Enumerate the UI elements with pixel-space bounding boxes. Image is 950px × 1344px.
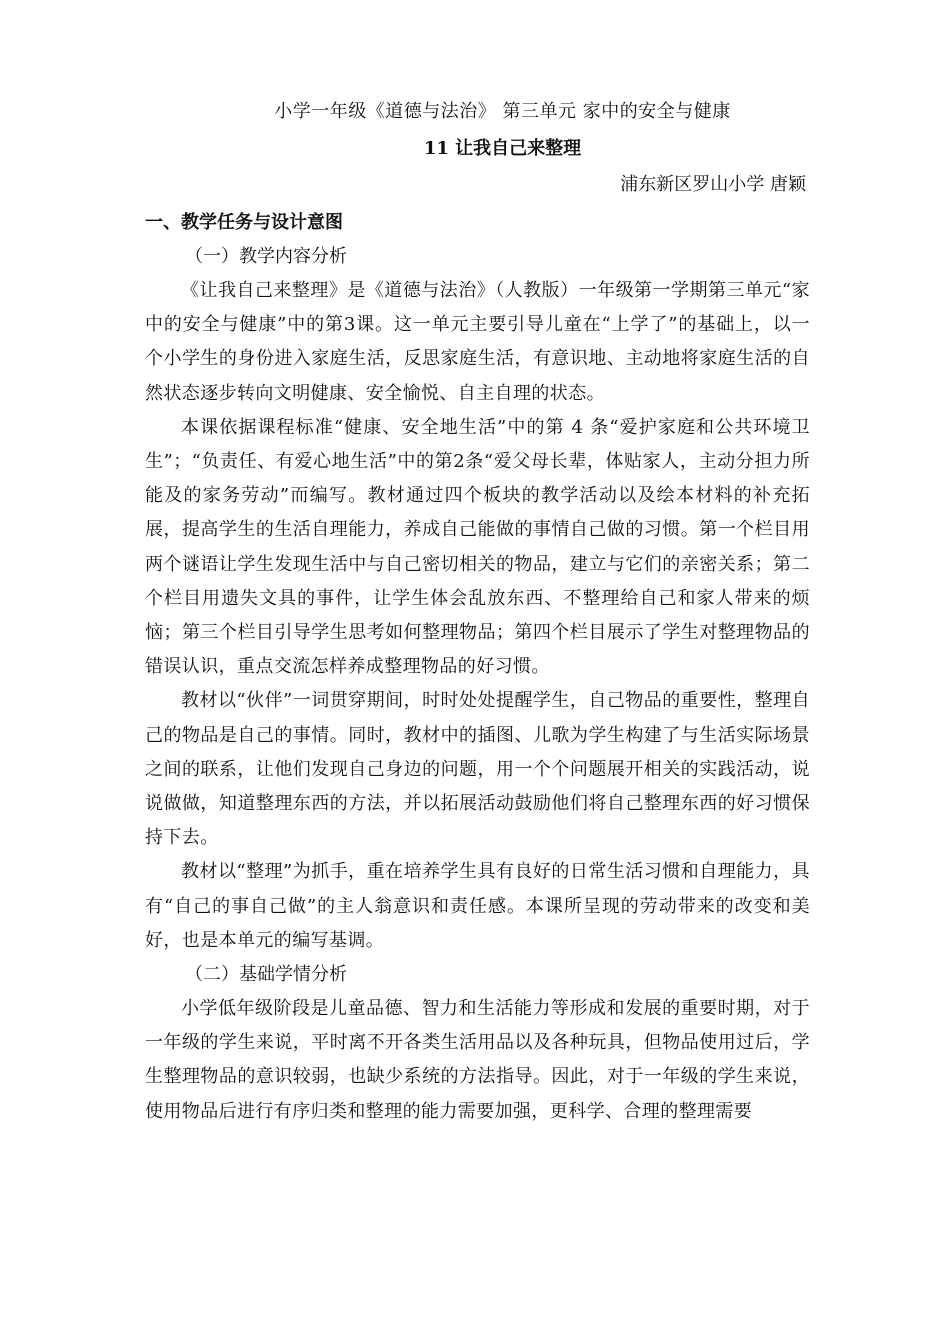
paragraph: 教材以“伙伴”一词贯穿期间，时时处处提醒学生，自己物品的重要性，整理自己的物品是自己的事情。同时，教材中的插图、儿歌为学生构建了与生活实际场景之间的联系，让他们发现自己身边的问题，用一个个问题展开相关的实践活动，说说做做，知道整理东西的方法，并以拓展活动鼓励他们将自己整理东西的好习惯保持下去。 <box>145 690 810 849</box>
section-heading: 一、教学任务与设计意图 <box>145 212 343 233</box>
sub-heading-learner-analysis: （二）基础学情分析 <box>185 964 347 986</box>
paragraph: 本课依据课程标准“健康、安全地生活”中的第 4 条“爱护家庭和公共环境卫生”；“负责任、有爱心地生活”中的第2条“爱父母长辈，体贴家人，主动分担力所能及的家务劳动”而编写。教材通过四个板块的教学活动以及绘本材料的补充拓展，提高学生的生活自理能力，养成自己能做的事情自己做的习惯。第一个栏目用两个谜语让学生发现生活中与自己密切相关的物品，建立与它们的亲密关系；第二个栏目用遗失文具的事件，让学生体会乱放东西、不整理给自己和家人带来的烦恼；第三个栏目引导学生思考如何整理物品；第四个栏目展示了学生对整理物品的错误认识，重点交流怎样养成整理物品的好习惯。 <box>145 416 810 678</box>
document-page <box>145 96 810 1129</box>
paragraph: 《让我自己来整理》是《道德与法治》（人教版）一年级第一学期第三单元“家中的安全与健康”中的第3课。这一单元主要引导儿童在“上学了”的基础上，以一个小学生的身份进入家庭生活，反思家庭生活，有意识地、主动地将家庭生活的自然状态逐步转向文明健康、安全愉悦、自主自理的状态。 <box>145 280 810 404</box>
course-line: 小学一年级《道德与法治》 第三单元 家中的安全与健康 <box>274 101 731 122</box>
paragraph: 小学低年级阶段是儿童品德、智力和生活能力等形成和发展的重要时期，对于一年级的学生来说，平时离不开各类生活用品以及各种玩具，但物品使用过后，学生整理物品的意识较弱，也缺少系统的方法指导。因此，对于一年级的学生来说，使用物品后进行有序归类和整理的能力需要加强，更科学、合理的整理需要 <box>145 998 810 1122</box>
author-line: 浦东新区罗山小学 唐颖 <box>620 174 806 195</box>
lesson-title: 11 让我自己来整理 <box>423 138 582 159</box>
paragraph: 教材以“整理”为抓手，重在培养学生具有良好的日常生活习惯和自理能力，具有“自己的事自己做”的主人翁意识和责任感。本课所呈现的劳动带来的改变和美好，也是本单元的编写基调。 <box>145 861 810 951</box>
sub-heading-content-analysis: （一）教学内容分析 <box>185 246 347 267</box>
